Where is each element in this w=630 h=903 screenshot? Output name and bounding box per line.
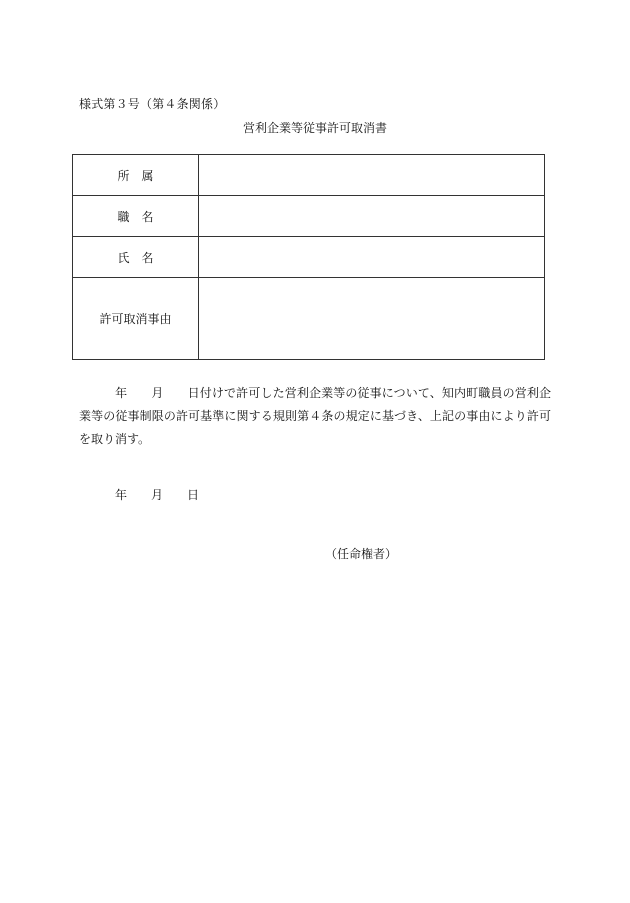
field-value-position (199, 196, 545, 237)
statement-year: 年 (115, 386, 128, 400)
field-label-name-text: 氏 名 (117, 250, 154, 265)
signature-month: 月 (151, 488, 164, 502)
table-row-name (73, 237, 545, 278)
form-number: 様式第３号（第４条関係） (79, 97, 226, 111)
document-title: 営利企業等従事許可取消書 (242, 121, 387, 135)
table-row-affiliation (73, 155, 545, 196)
revocation-statement (79, 382, 551, 451)
field-label-affiliation-text: 所 属 (117, 168, 154, 183)
signature-year: 年 (115, 488, 128, 502)
statement-text: 日付けで許可した営利企業等の従事について、知内町職員の営利企業等の従事制限の許可基準に関する規則第４条の規定に基づき、上記の事由により許可を取り消す。 (79, 386, 551, 446)
statement-month: 月 (151, 386, 164, 400)
field-label-name (73, 237, 199, 278)
table-row-position (73, 196, 545, 237)
field-value-revocation-reason (199, 278, 545, 360)
field-label-revocation-reason (73, 278, 199, 360)
field-label-position (73, 196, 199, 237)
signature-day: 日 (187, 488, 200, 502)
field-value-affiliation (199, 155, 545, 196)
info-table (72, 154, 545, 360)
table-row-revocation-reason (73, 278, 545, 360)
field-label-position-text: 職 名 (117, 209, 154, 224)
appointing-authority: （任命権者） (325, 547, 398, 561)
field-label-revocation-reason-text: 許可取消事由 (99, 312, 172, 326)
field-value-name (199, 237, 545, 278)
field-label-affiliation (73, 155, 199, 196)
signature-date (115, 486, 199, 503)
